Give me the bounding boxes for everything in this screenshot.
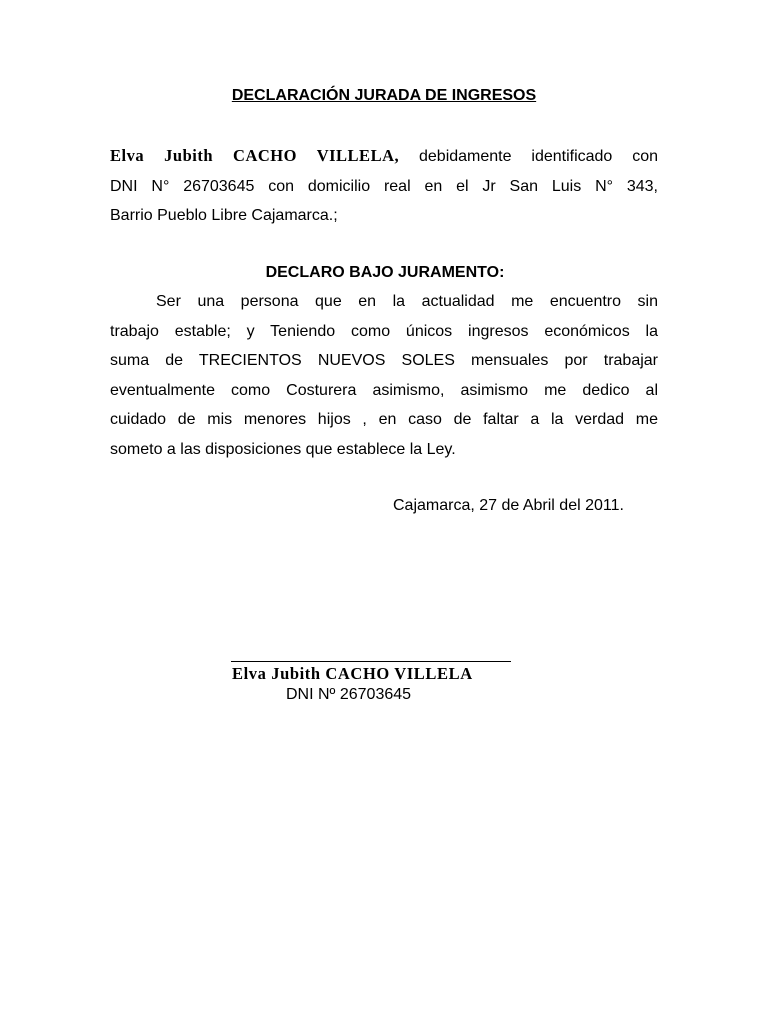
declaration-body: [110, 287, 658, 464]
intro-paragraph: [110, 141, 658, 231]
body-line: cuidado de mis menores hijos , en caso de faltar a la verdad me: [110, 411, 658, 428]
intro-line-2: DNI N° 26703645 con domicilio real en el Jr San Luis N° 343,: [110, 177, 658, 195]
body-line: someto a las disposiciones que establece la Ley.: [110, 440, 456, 458]
signature-line: [231, 661, 511, 662]
intro-line-1-text: debidamente identificado con: [419, 148, 658, 165]
place-and-date: Cajamarca, 27 de Abril del 2011.: [393, 497, 624, 514]
intro-line-3: Barrio Pueblo Libre Cajamarca.;: [110, 207, 338, 224]
signature-dni: DNI Nº 26703645: [286, 686, 412, 703]
declaration-heading: DECLARO BAJO JURAMENTO:: [265, 264, 505, 281]
body-line: Ser una persona que en la actualidad me encuentro sin: [156, 293, 658, 310]
body-line: suma de TRECIENTOS NUEVOS SOLES mensuales por trabajar: [110, 352, 658, 369]
intro-line-1: [110, 141, 658, 172]
signature-name: Elva Jubith CACHO VILLELA: [232, 664, 473, 683]
declarant-name: Elva Jubith CACHO VILLELA,: [110, 146, 400, 165]
body-line: eventualmente como Costurera asimismo, asimismo me dedico al: [110, 381, 658, 399]
body-line: trabajo estable; y Teniendo como únicos ingresos económicos la: [110, 322, 658, 340]
document-title: DECLARACIÓN JURADA DE INGRESOS: [231, 87, 537, 104]
